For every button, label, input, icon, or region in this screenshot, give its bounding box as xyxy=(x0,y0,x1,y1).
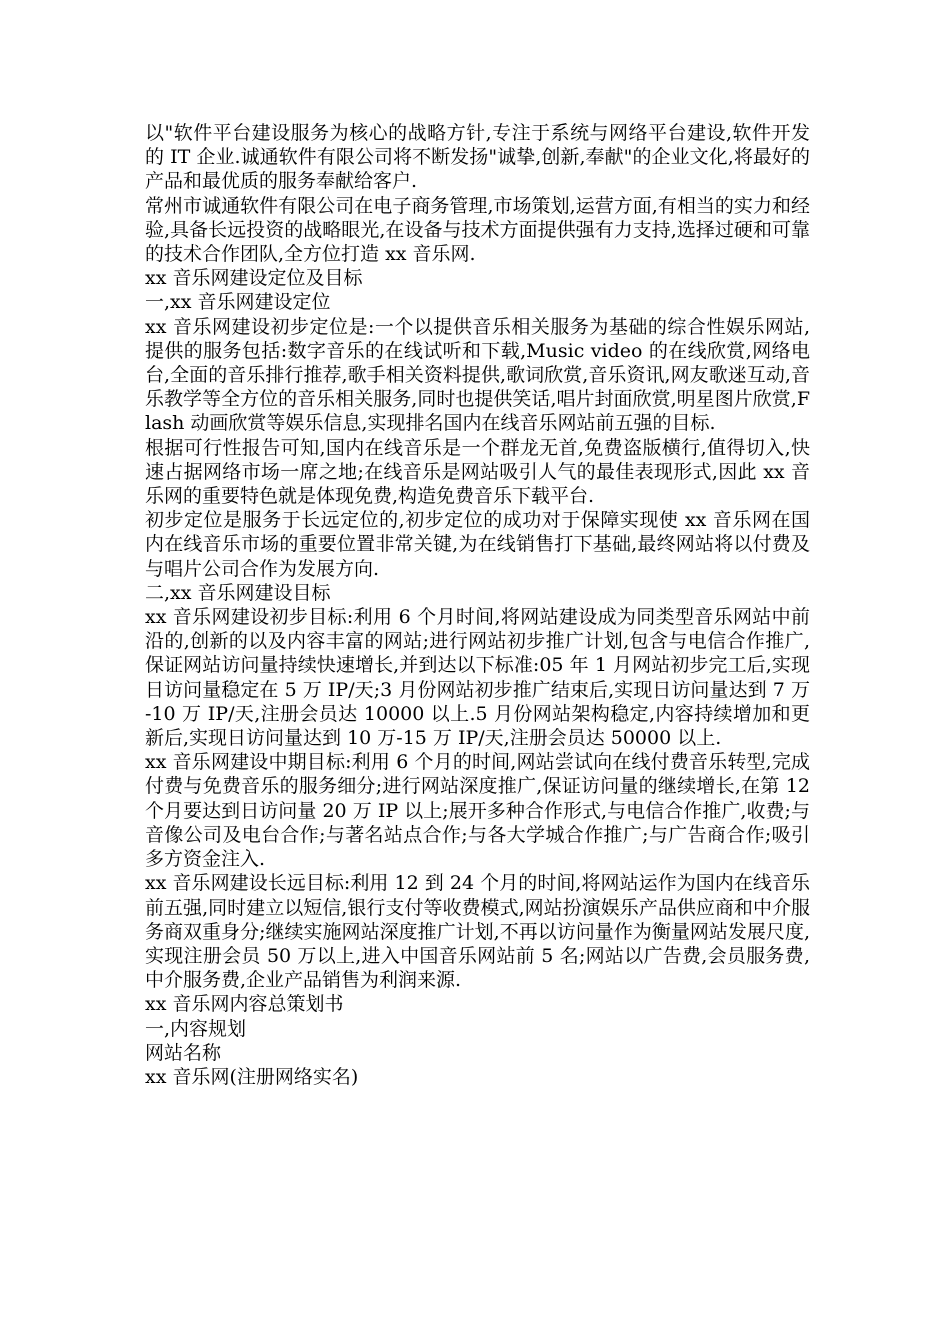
mid-term-goal-paragraph: xx 音乐网建设中期目标:利用 6 个月的时间,网站尝试向在线付费音乐转型,完成付费与免费音乐的服务细分;进行网站深度推广,保证访问量的继续增长,在第 12 个月要达到日访问量 20 万 IP 以上;展开多种合作形式,与电信合作推广,收费;与音像公司及电台合作;与著名站点合作;与各大学城合作推广;与广告商合作;吸引多方资金注入. xyxy=(145,751,810,871)
feasibility-paragraph: 根据可行性报告可知,国内在线音乐是一个群龙无首,免费盗版横行,值得切入,快速占据网络市场一席之地;在线音乐是网站吸引人气的最佳表现形式,因此 xx 音乐网的重要特色就是体现免费,构造免费音乐下载平台. xyxy=(145,436,810,508)
document-body xyxy=(145,121,810,1089)
section-heading-positioning-goals: xx 音乐网建设定位及目标 xyxy=(145,267,363,290)
section-heading-content-plan: xx 音乐网内容总策划书 xyxy=(145,993,344,1016)
initial-goal-paragraph: xx 音乐网建设初步目标:利用 6 个月时间,将网站建设成为同类型音乐网站中前沿的,创新的以及内容丰富的网站;进行网站初步推广计划,包含与电信合作推广,保证网站访问量持续快速增长,并到达以下标准:05 年 1 月网站初步完工后,实现日访问量稳定在 5 万 IP/天;3 月份网站初步推广结束后,实现日访问量达到 7 万-10 万 IP/天,注册会员达 10000 以上.5 月份网站架构稳定,内容持续增加和更新后,实现日访问量达到 10 万-15 万 IP/天,注册会员达 50000 以上. xyxy=(145,606,810,750)
intro-paragraph: 以"软件平台建设服务为核心的战略方针,专注于系统与网络平台建设,软件开发的 IT 企业.诚通软件有限公司将不断发扬"诚挚,创新,奉献"的企业文化,将最好的产品和最优质的服务奉献给客户. xyxy=(145,122,810,193)
subheading-content-planning: 一,内容规划 xyxy=(145,1017,247,1040)
initial-positioning-paragraph: 初步定位是服务于长远定位的,初步定位的成功对于保障实现使 xx 音乐网在国内在线音乐市场的重要位置非常关键,为在线销售打下基础,最终网站将以付费及与唱片公司合作为发展方向. xyxy=(145,509,810,580)
subheading-goals: 二,xx 音乐网建设目标 xyxy=(145,581,331,604)
subheading-positioning: 一,xx 音乐网建设定位 xyxy=(145,291,331,314)
label-site-name: 网站名称 xyxy=(145,1041,222,1064)
positioning-paragraph: xx 音乐网建设初步定位是:一个以提供音乐相关服务为基础的综合性娱乐网站,提供的服务包括:数字音乐的在线试听和下载,Music video 的在线欣赏,网络电台,全面的音乐排行推荐,歌手相关资料提供,歌词欣赏,音乐资讯,网友歌迷互动,音乐教学等全方位的音乐相关服务,同时也提供笑话,唱片封面欣赏,明星图片欣赏,Flash 动画欣赏等娱乐信息,实现排名国内在线音乐网站前五强的目标. xyxy=(145,315,810,435)
company-paragraph: 常州市诚通软件有限公司在电子商务管理,市场策划,运营方面,有相当的实力和经验,具备长远投资的战略眼光,在设备与技术方面提供强有力支持,选择过硬和可靠的技术合作团队,全方位打造 xx 音乐网. xyxy=(145,194,810,266)
site-name-value: xx 音乐网(注册网络实名) xyxy=(145,1065,359,1088)
long-term-goal-paragraph: xx 音乐网建设长远目标:利用 12 到 24 个月的时间,将网站运作为国内在线音乐前五强,同时建立以短信,银行支付等收费模式,网站扮演娱乐产品供应商和中介服务商双重身分;继续实施网站深度推广计划,不再以访问量作为衡量网站发展尺度,实现注册会员 50 万以上,进入中国音乐网站前 5 名;网站以广告费,会员服务费,中介服务费,企业产品销售为利润来源. xyxy=(145,872,810,992)
